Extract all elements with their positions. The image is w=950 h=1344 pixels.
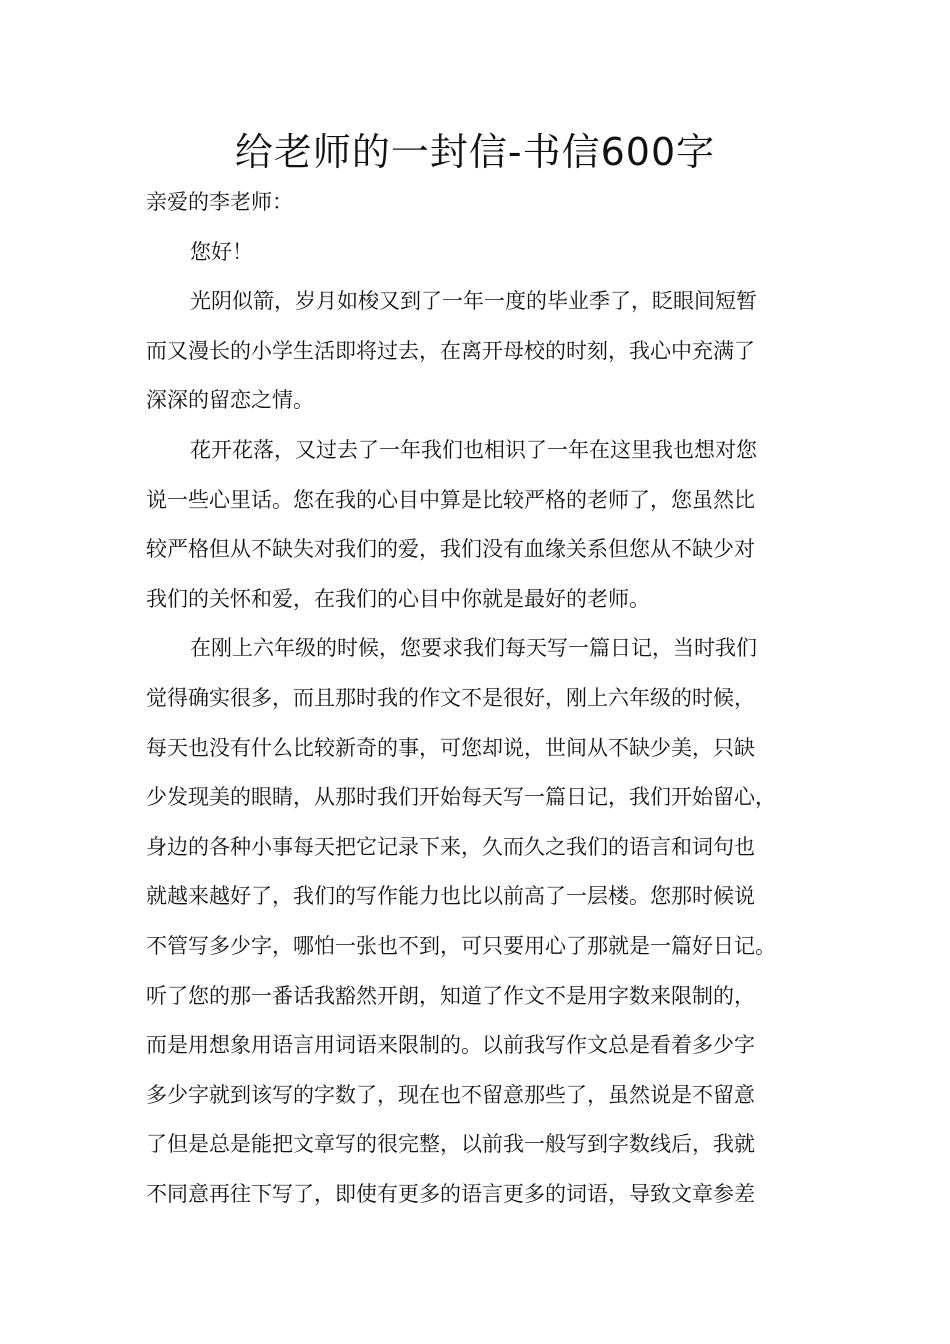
paragraph-line: 听了您的那一番话我豁然开朗，知道了作文不是用字数来限制的， [146, 983, 755, 1008]
paragraph-line: 不同意再往下写了，即使有更多的语言更多的词语，导致文章参差 [146, 1181, 755, 1206]
letter-body [146, 178, 818, 1219]
paragraph-line: 在刚上六年级的时候，您要求我们每天写一篇日记，当时我们 [190, 636, 757, 661]
paragraph-line: 少发现美的眼睛，从那时我们开始每天写一篇日记，我们开始留心， [146, 785, 776, 810]
paragraph-line: 就越来越好了，我们的写作能力也比以前高了一层楼。您那时候说 [146, 884, 755, 909]
paragraph-line: 深深的留恋之情。 [146, 388, 314, 413]
paragraph-line: 多少字就到该写的字数了，现在也不留意那些了，虽然说是不留意 [146, 1082, 755, 1107]
paragraph-line: 光阴似箭，岁月如梭又到了一年一度的毕业季了，眨眼间短暂 [190, 289, 757, 314]
paragraph-line: 了但是总是能把文章写的很完整，以前我一般写到字数线后，我就 [146, 1132, 755, 1157]
paragraph-line: 不管写多少字，哪怕一张也不到，可只要用心了那就是一篇好日记。 [146, 933, 776, 958]
paragraph-line: 身边的各种小事每天把它记录下来，久而久之我们的语言和词句也 [146, 834, 755, 859]
paragraph-line: 较严格但从不缺失对我们的爱，我们没有血缘关系但您从不缺少对 [146, 537, 755, 562]
paragraph-line: 每天也没有什么比较新奇的事，可您却说，世间从不缺少美，只缺 [146, 735, 755, 760]
paragraph-line: 觉得确实很多，而且那时我的作文不是很好，刚上六年级的时候， [146, 685, 755, 710]
paragraph-line: 我们的关怀和爱，在我们的心目中你就是最好的老师。 [146, 586, 650, 611]
paragraph-line: 花开花落，又过去了一年我们也相识了一年在这里我也想对您 [190, 437, 757, 462]
salutation: 亲爱的李老师： [146, 190, 293, 214]
paragraph-line: 而是用想象用语言用词语来限制的。以前我写作文总是看着多少字 [146, 1033, 755, 1058]
paragraph-line: 而又漫长的小学生活即将过去，在离开母校的时刻，我心中充满了 [146, 338, 755, 363]
greeting: 您好！ [190, 239, 253, 264]
paragraph-line: 说一些心里话。您在我的心目中算是比较严格的老师了，您虽然比 [146, 487, 755, 512]
document-title: 给老师的一封信-书信600字 [234, 130, 716, 174]
